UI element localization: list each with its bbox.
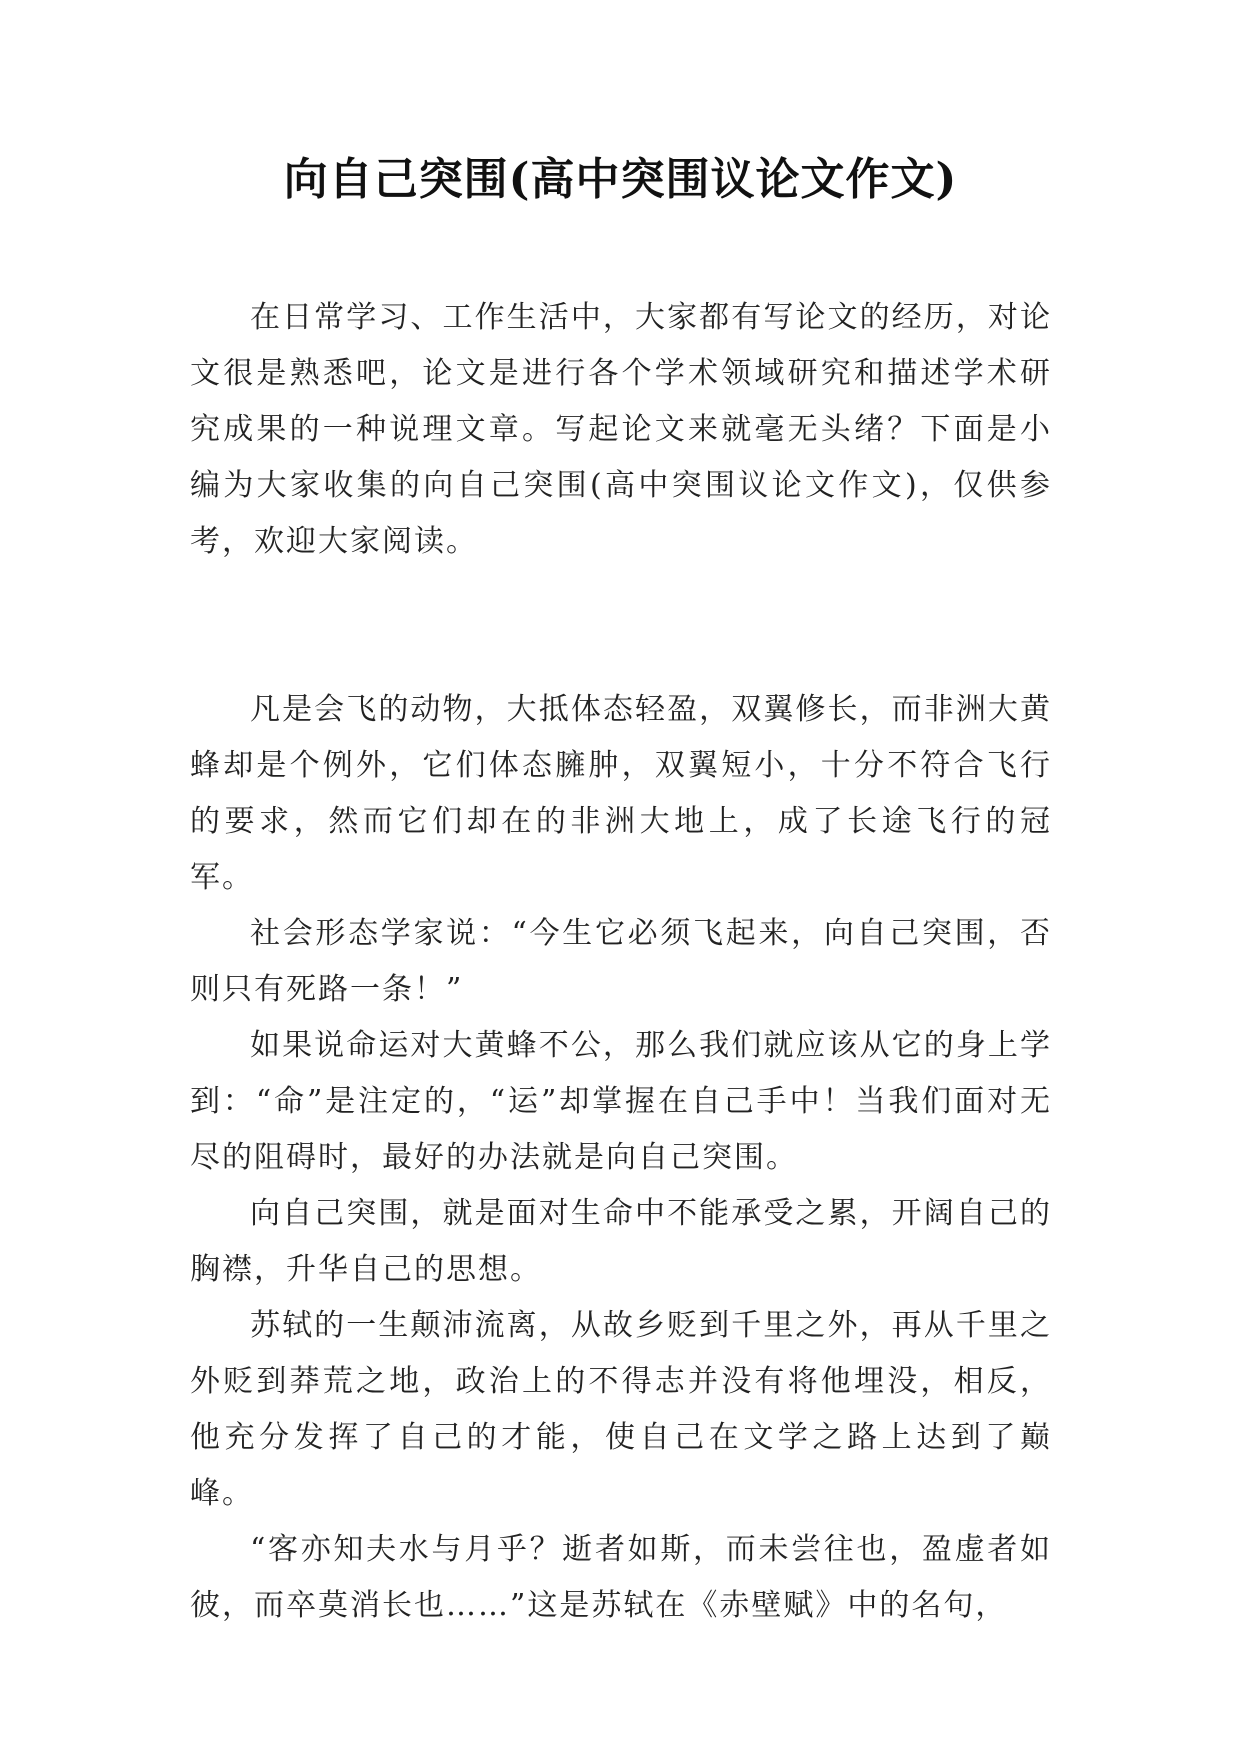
body-paragraph: 社会形态学家说：“今生它必须飞起来，向自己突围，否则只有死路一条！” xyxy=(190,916,1052,1007)
body-paragraph: 凡是会飞的动物，大抵体态轻盈，双翼修长，而非洲大黄蜂却是个例外，它们体态臃肿，双翼短小，十分不符合飞行的要求，然而它们却在的非洲大地上，成了长途飞行的冠军。 xyxy=(190,692,1052,895)
body-paragraph: “客亦知夫水与月乎？逝者如斯，而未尝往也，盈虚者如彼，而卒莫消长也……”这是苏轼在《赤壁赋》中的名句， xyxy=(190,1532,1052,1623)
intro-paragraph: 在日常学习、工作生活中，大家都有写论文的经历，对论文很是熟悉吧，论文是进行各个学术领域研究和描述学术研究成果的一种说理文章。写起论文来就毫无头绪？下面是小编为大家收集的向自己突围(高中突围议论文作文)，仅供参考，欢迎大家阅读。 xyxy=(190,300,1052,559)
body-paragraph: 向自己突围，就是面对生命中不能承受之累，开阔自己的胸襟，升华自己的思想。 xyxy=(190,1196,1052,1287)
document-title: 向自己突围(高中突围议论文作文) xyxy=(283,154,958,205)
document-body xyxy=(190,290,1052,1634)
body-paragraph: 如果说命运对大黄蜂不公，那么我们就应该从它的身上学到：“命”是注定的，“运”却掌握在自己手中！当我们面对无尽的阻碍时，最好的办法就是向自己突围。 xyxy=(190,1028,1052,1175)
body-paragraph: 苏轼的一生颠沛流离，从故乡贬到千里之外，再从千里之外贬到莽荒之地，政治上的不得志并没有将他埋没，相反，他充分发挥了自己的才能，使自己在文学之路上达到了巅峰。 xyxy=(190,1308,1052,1511)
